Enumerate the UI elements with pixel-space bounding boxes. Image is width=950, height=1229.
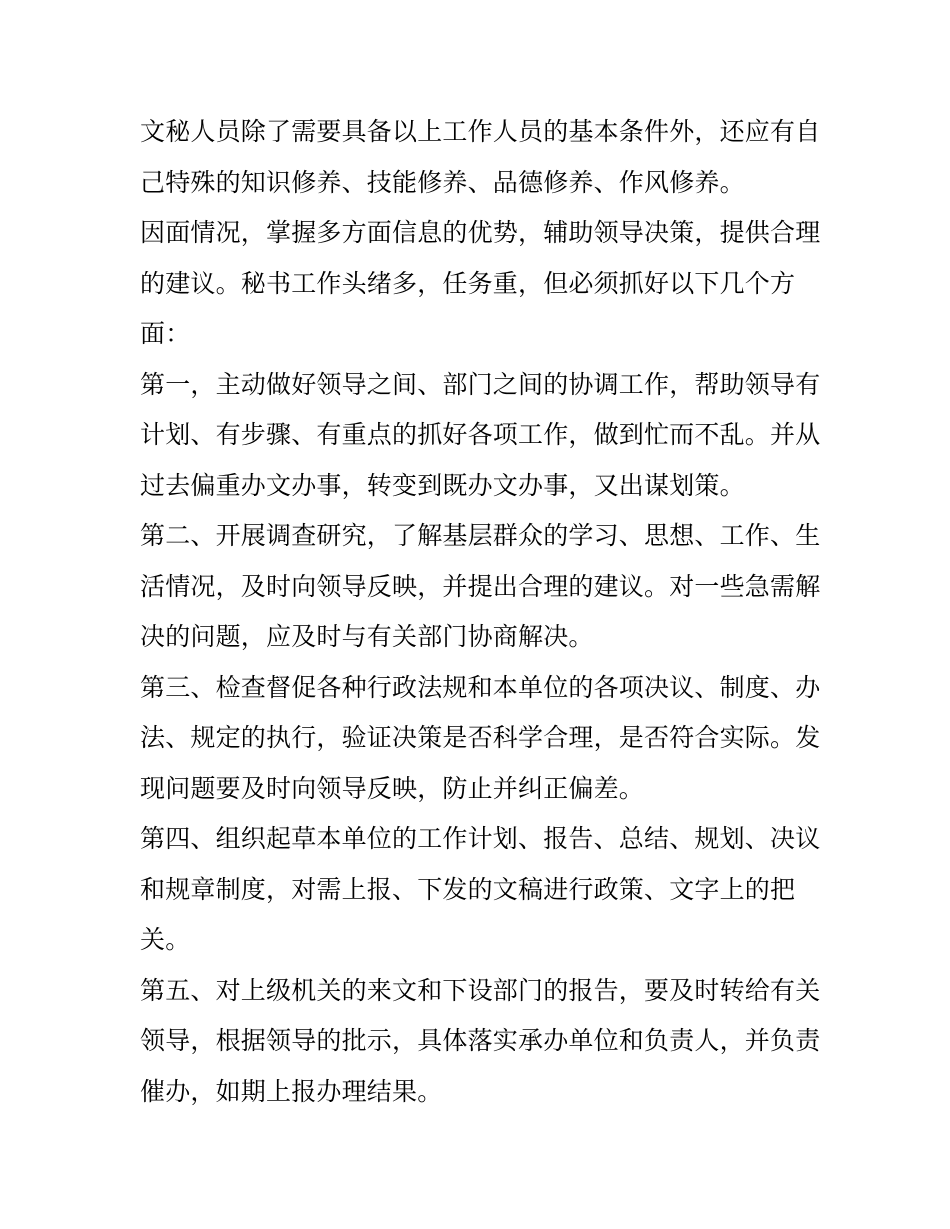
text-line: 第一，主动做好领导之间、部门之间的协调工作，帮助领导有 <box>140 369 821 399</box>
text-line: 催办，如期上报办理结果。 <box>140 1076 443 1106</box>
text-line: 过去偏重办文办事，转变到既办文办事，又出谋划策。 <box>140 470 745 500</box>
document-body <box>140 107 821 1117</box>
text-line: 计划、有步骤、有重点的抓好各项工作，做到忙而不乱。并从 <box>140 420 821 449</box>
text-line: 己特殊的知识修养、技能修养、品德修养、作风修养。 <box>140 167 745 197</box>
text-line: 因面情况，掌握多方面信息的优势，辅助领导决策，提供合理 <box>140 218 821 247</box>
text-line: 决的问题，应及时与有关部门协商解决。 <box>140 622 594 651</box>
text-line: 关。 <box>140 925 191 954</box>
text-line: 第三、检查督促各种行政法规和本单位的各项决议、制度、办 <box>140 672 821 702</box>
text-line: 现问题要及时向领导反映，防止并纠正偏差。 <box>140 773 645 803</box>
text-line: 第四、组织起草本单位的工作计划、报告、总结、规划、决议 <box>140 824 821 853</box>
text-line: 的建议。秘书工作头绪多，任务重，但必须抓好以下几个方 <box>140 268 796 298</box>
text-line: 第五、对上级机关的来文和下设部门的报告，要及时转给有关 <box>140 975 821 1005</box>
text-line: 法、规定的执行，验证决策是否科学合理，是否符合实际。发 <box>140 723 821 752</box>
text-line: 第二、开展调查研究，了解基层群众的学习、思想、工作、生 <box>140 521 821 550</box>
text-line: 活情况，及时向领导反映，并提出合理的建议。对一些急需解 <box>140 571 821 601</box>
text-line: 面： <box>140 319 191 348</box>
text-line: 和规章制度，对需上报、下发的文稿进行政策、文字上的把 <box>140 874 796 904</box>
text-line: 文秘人员除了需要具备以上工作人员的基本条件外，还应有自 <box>140 117 821 146</box>
text-line: 领导，根据领导的批示，具体落实承办单位和负责人，并负责 <box>140 1026 821 1055</box>
